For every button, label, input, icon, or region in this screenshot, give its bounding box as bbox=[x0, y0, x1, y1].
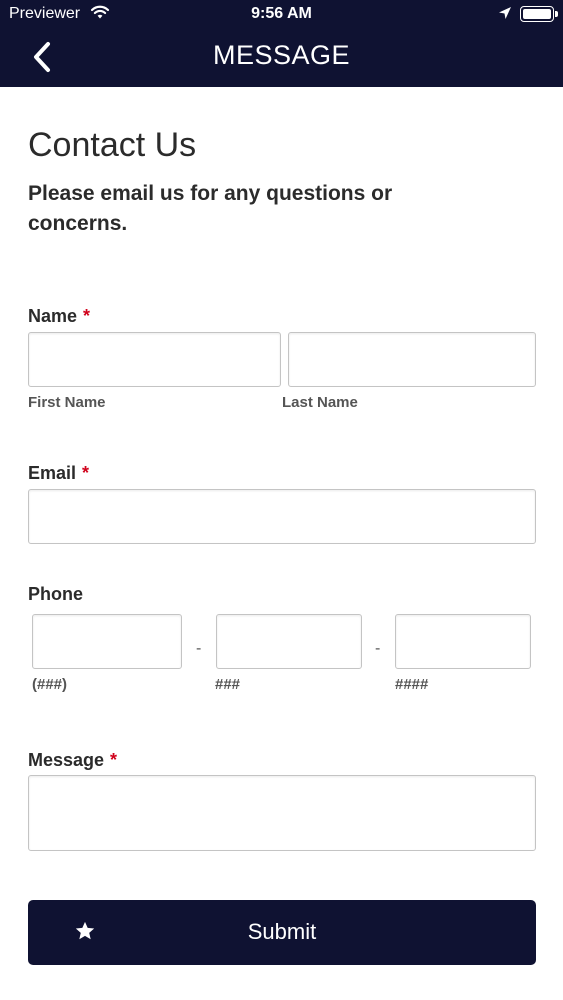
phone-separator: - bbox=[196, 640, 202, 657]
status-bar bbox=[0, 0, 563, 30]
phone-line-number-field[interactable] bbox=[395, 614, 531, 669]
required-mark: * bbox=[83, 306, 91, 326]
app-header bbox=[0, 0, 563, 87]
required-mark: * bbox=[110, 750, 118, 770]
page-title: Contact Us bbox=[28, 126, 197, 164]
message-label bbox=[28, 750, 117, 771]
name-label bbox=[28, 306, 90, 327]
last-name-input[interactable] bbox=[289, 333, 535, 386]
intro-text: Please email us for any questions or concerns. bbox=[28, 182, 393, 235]
email-label-text: Email bbox=[28, 463, 77, 483]
email-input[interactable] bbox=[29, 490, 535, 543]
last-name-field[interactable] bbox=[288, 332, 536, 387]
phone-area-code-field[interactable] bbox=[32, 614, 182, 669]
submit-button-label: Submit bbox=[247, 919, 317, 944]
message-textarea[interactable] bbox=[29, 776, 535, 850]
phone-area-code-sublabel: (###) bbox=[32, 676, 68, 693]
battery-icon bbox=[520, 6, 554, 22]
email-field[interactable] bbox=[28, 489, 536, 544]
first-name-input[interactable] bbox=[29, 333, 280, 386]
email-label bbox=[28, 463, 89, 484]
message-label-text: Message bbox=[28, 750, 105, 770]
phone-prefix-sublabel: ### bbox=[215, 676, 241, 693]
phone-line-number-sublabel: #### bbox=[395, 676, 429, 693]
last-name-sublabel: Last Name bbox=[282, 394, 358, 411]
first-name-field[interactable] bbox=[28, 332, 281, 387]
phone-prefix-field[interactable] bbox=[216, 614, 362, 669]
carrier-label: Previewer bbox=[9, 5, 81, 22]
nav-title: MESSAGE bbox=[212, 40, 351, 70]
first-name-sublabel: First Name bbox=[28, 394, 106, 411]
submit-button[interactable] bbox=[28, 900, 536, 965]
phone-separator: - bbox=[375, 640, 381, 657]
message-field[interactable] bbox=[28, 775, 536, 851]
phone-area-code-input[interactable] bbox=[33, 615, 181, 668]
phone-prefix-input[interactable] bbox=[217, 615, 361, 668]
required-mark: * bbox=[82, 463, 90, 483]
clock: 9:56 AM bbox=[251, 5, 312, 22]
phone-line-number-input[interactable] bbox=[396, 615, 530, 668]
location-arrow-icon bbox=[498, 6, 512, 20]
phone-label: Phone bbox=[28, 584, 84, 604]
name-label-text: Name bbox=[28, 306, 78, 326]
